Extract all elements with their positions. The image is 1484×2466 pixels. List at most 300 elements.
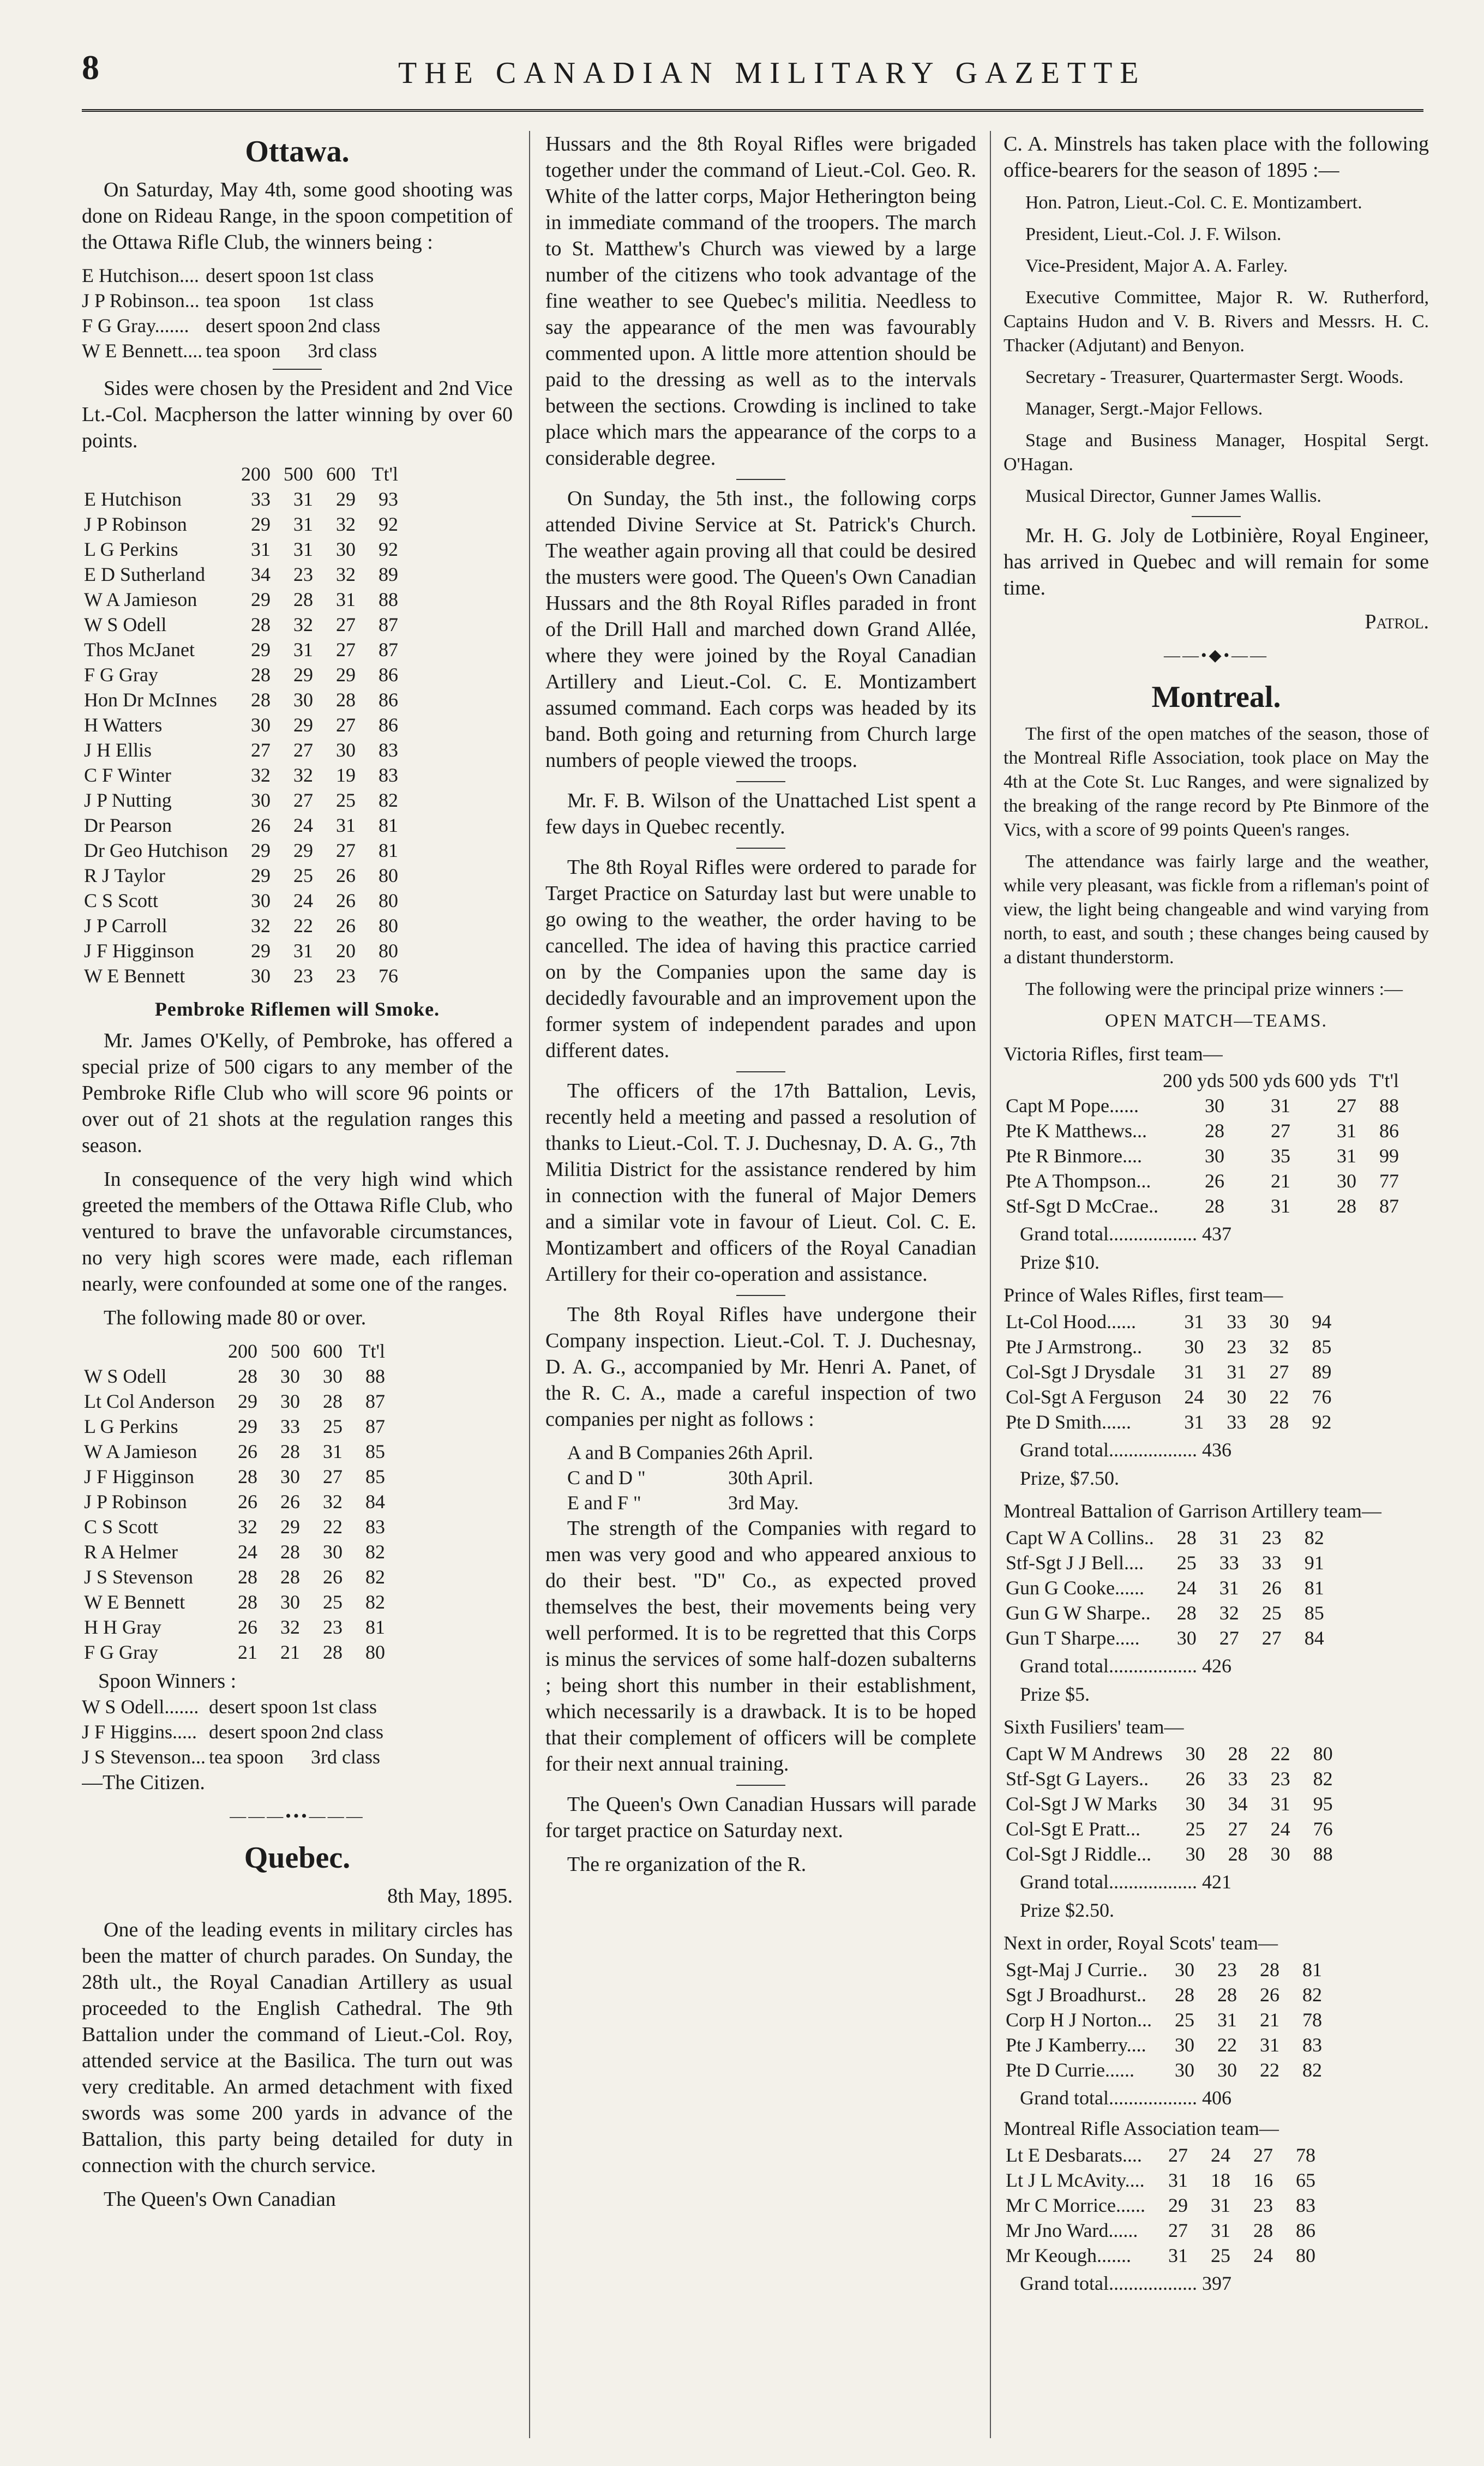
value-cell: 30 — [250, 714, 271, 736]
value-cell: 28 — [323, 1390, 343, 1412]
value-cell: 31 — [1184, 1411, 1204, 1433]
winner-row — [82, 1719, 387, 1744]
value-cell: 31 — [1271, 1195, 1290, 1217]
value-cell: 29 — [238, 1415, 257, 1437]
score-row — [82, 1564, 387, 1589]
name-cell: L G Perkins — [84, 538, 178, 560]
officer-entry: Executive Committee, Major R. W. Rutherford, Captains Hudon and V. B. Rivers and Messrs. H. C. Thacker (Adjutant) and Benyon. — [1004, 287, 1429, 356]
value-cell: 22 — [1270, 1743, 1290, 1765]
team-row — [1004, 1982, 1324, 2007]
value-cell: 29 — [293, 714, 313, 736]
value-cell: 25 — [1210, 2245, 1230, 2266]
minstrel-officers — [1004, 191, 1429, 508]
name-cell: Pte J Armstrong.. — [1006, 1336, 1143, 1358]
name-cell: Col-Sgt A Ferguson — [1006, 1386, 1162, 1408]
score-row — [82, 1640, 387, 1665]
separator — [736, 1295, 785, 1296]
separator — [736, 1071, 785, 1072]
value-cell: 30 — [1185, 1743, 1205, 1765]
value-cell: 27 — [1253, 2144, 1273, 2166]
montreal-p3: The following were the principal prize winners :— — [1025, 979, 1403, 999]
team-row — [1004, 1575, 1326, 1600]
team-row — [1004, 1766, 1335, 1791]
score-row — [82, 863, 400, 888]
value-cell: 31 — [1271, 1095, 1290, 1117]
value-cell: 1st class — [308, 265, 374, 286]
name-cell: W A Jamieson — [84, 1441, 197, 1462]
value-cell: 25 — [1185, 1818, 1205, 1840]
value-cell: 78 — [1295, 2144, 1315, 2166]
page-header — [82, 48, 1423, 109]
value-cell: 27 — [1271, 1120, 1290, 1142]
value-cell: 30 — [1269, 1311, 1289, 1333]
team-row — [1004, 1093, 1401, 1118]
value-cell: 26 — [1261, 1577, 1282, 1599]
value-cell: 29 — [293, 664, 313, 686]
value-cell: 91 — [1304, 1552, 1324, 1574]
value-cell: 27 — [1261, 1627, 1282, 1649]
name-cell: J F Higgins..... — [82, 1721, 197, 1743]
value-cell: 21 — [1260, 2009, 1279, 2031]
name-cell: Stf-Sgt D McCrae.. — [1006, 1195, 1158, 1217]
grand-total: Grand total.................. 426 — [1020, 1655, 1231, 1677]
name-cell: Lt-Col Hood...... — [1006, 1311, 1136, 1333]
team-table-body — [1004, 1957, 1324, 2083]
team-row — [1004, 1193, 1401, 1219]
team-name: Victoria Rifles, first team— — [1004, 1043, 1223, 1065]
winner-row — [82, 313, 383, 338]
team-row — [1004, 1550, 1326, 1575]
ornament-divider: ——•◆•—— — [1163, 646, 1269, 664]
score-row — [82, 913, 400, 938]
value-cell: 31 — [1210, 2194, 1230, 2216]
header-row — [1004, 1068, 1401, 1093]
pembroke-p3: The following made 80 or over. — [104, 1306, 367, 1329]
pembroke-p1: Mr. James O'Kelly, of Pembroke, has offered a special prize of 500 cigars to any member of the Pembroke Rifle Club who will score 96 points or over out of 21 shots at the regulation ranges this season. — [82, 1029, 513, 1157]
value-cell: 28 — [293, 589, 313, 610]
quebec-p7: The 8th Royal Rifles have undergone their Company inspection. Lieut.-Col. T. J. Duchesnay, D. A. G., accompanied by Mr. Henri A. Panet, of the R. C. A., made a careful inspection of two companies per night as follows : — [545, 1303, 976, 1431]
team-row — [1004, 2143, 1318, 2168]
value-cell: 34 — [1228, 1793, 1248, 1815]
value-cell: 77 — [1379, 1170, 1399, 1192]
value-cell: 33 — [280, 1415, 300, 1437]
name-cell: Capt W A Collins.. — [1006, 1527, 1154, 1549]
score-row — [82, 737, 400, 763]
value-cell: 28 — [1228, 1743, 1248, 1765]
team-table — [1004, 1957, 1324, 2083]
value-cell: 31 — [1219, 1527, 1239, 1549]
team-name: Montreal Rifle Association team— — [1004, 2117, 1279, 2139]
name-cell: R A Helmer — [84, 1541, 178, 1563]
value-cell: 27 — [323, 1466, 343, 1487]
prize: Prize $10. — [1020, 1251, 1100, 1273]
value-cell: 31 — [1227, 1361, 1247, 1383]
value-cell: 26 — [250, 814, 271, 836]
name-cell: J F Higginson — [84, 940, 195, 962]
value-cell: desert spoon — [209, 1696, 308, 1718]
value-cell: 30 — [323, 1365, 343, 1387]
name-cell: Lt E Desbarats.... — [1006, 2144, 1142, 2166]
value-cell: desert spoon — [206, 265, 305, 286]
value-cell: 87 — [378, 614, 398, 635]
name-cell: E and F " — [567, 1492, 641, 1514]
value-cell: 30th April. — [728, 1467, 813, 1489]
column-header: 500 — [283, 463, 313, 485]
team-row — [1004, 1816, 1335, 1841]
column-header: 600 — [326, 463, 356, 485]
name-cell: J P Nutting — [84, 789, 172, 811]
value-cell: 27 — [250, 739, 271, 761]
ottawa-sides: Sides were chosen by the President and 2nd Vice Lt.-Col. Macpherson the latter winning by over 60 points. — [82, 377, 513, 452]
team-row — [1004, 1791, 1335, 1816]
separator — [736, 479, 785, 480]
value-cell: 65 — [1295, 2169, 1315, 2191]
value-cell: tea spoon — [206, 340, 281, 362]
team-name: Next in order, Royal Scots' team— — [1004, 1932, 1278, 1954]
value-cell: 99 — [1379, 1145, 1399, 1167]
team-name: Montreal Battalion of Garrison Artillery team— — [1004, 1500, 1381, 1522]
value-cell: 81 — [378, 814, 398, 836]
value-cell: 32 — [280, 1616, 300, 1638]
value-cell: 27 — [335, 614, 356, 635]
score-row — [82, 763, 400, 788]
value-cell: 31 — [1219, 1577, 1239, 1599]
value-cell: 21 — [1271, 1170, 1290, 1192]
value-cell: 27 — [1337, 1095, 1357, 1117]
name-cell: W E Bennett — [84, 1591, 185, 1613]
team-table — [1004, 2143, 1318, 2268]
value-cell: 26 — [1260, 1984, 1279, 2006]
value-cell: 92 — [378, 513, 398, 535]
value-cell: 28 — [1253, 2219, 1273, 2241]
citizen-source: —The Citizen. — [82, 1771, 205, 1794]
value-cell: 34 — [250, 563, 271, 585]
value-cell: 80 — [378, 915, 398, 937]
value-cell: 27 — [1168, 2219, 1188, 2241]
value-cell: 30 — [1204, 1095, 1224, 1117]
name-cell: Pte D Currie...... — [1006, 2059, 1134, 2081]
value-cell: 95 — [1313, 1793, 1333, 1815]
winner-row — [82, 1744, 387, 1769]
value-cell: 92 — [1312, 1411, 1332, 1433]
value-cell: 27 — [293, 739, 313, 761]
value-cell: 86 — [378, 714, 398, 736]
column-1 — [82, 131, 513, 2220]
value-cell: 88 — [365, 1365, 385, 1387]
value-cell: 30 — [1175, 1959, 1194, 1981]
officer-entry: President, Lieut.-Col. J. F. Wilson. — [1025, 224, 1282, 244]
value-cell: 32 — [323, 1491, 343, 1513]
prize: Prize, $7.50. — [1020, 1467, 1119, 1489]
value-cell: 80 — [378, 865, 398, 886]
column-header: Tt'l — [371, 463, 398, 485]
value-cell: 30 — [1176, 1627, 1197, 1649]
team-name: Sixth Fusiliers' team— — [1004, 1716, 1184, 1738]
value-cell: 29 — [250, 639, 271, 661]
value-cell: 30 — [1337, 1170, 1357, 1192]
value-cell: 27 — [1219, 1627, 1239, 1649]
score-row — [82, 587, 400, 612]
value-cell: 26 — [238, 1441, 257, 1462]
value-cell: 32 — [250, 915, 271, 937]
value-cell: 85 — [365, 1441, 385, 1462]
value-cell: 29 — [293, 839, 313, 861]
value-cell: 30 — [280, 1365, 300, 1387]
value-cell: 31 — [293, 513, 313, 535]
team-table-body — [1004, 1741, 1335, 1867]
team-name: Prince of Wales Rifles, first team— — [1004, 1284, 1283, 1306]
name-cell: Gun G Cooke...... — [1006, 1577, 1144, 1599]
value-cell: 26 — [238, 1491, 257, 1513]
value-cell: 25 — [293, 865, 313, 886]
value-cell: 32 — [335, 563, 356, 585]
team-row — [1004, 2218, 1318, 2243]
value-cell: 28 — [238, 1466, 257, 1487]
value-cell: 35 — [1271, 1145, 1290, 1167]
name-cell: Mr Keough....... — [1006, 2245, 1131, 2266]
team-row — [1004, 2193, 1318, 2218]
value-cell: 27 — [335, 839, 356, 861]
inspection-row — [567, 1465, 816, 1490]
value-cell: 87 — [365, 1390, 385, 1412]
prize: Prize $5. — [1020, 1683, 1090, 1705]
name-cell: Capt M Pope...... — [1006, 1095, 1139, 1117]
team-row — [1004, 2168, 1318, 2193]
ottawa-heading: Ottawa. — [245, 135, 350, 169]
value-cell: 29 — [1168, 2194, 1188, 2216]
value-cell: 86 — [378, 689, 398, 711]
value-cell: 81 — [1302, 1959, 1322, 1981]
value-cell: 22 — [1217, 2034, 1237, 2056]
value-cell: 33 — [1227, 1311, 1247, 1333]
column-header: 200 — [228, 1340, 257, 1362]
value-cell: 82 — [1313, 1768, 1333, 1790]
value-cell: 76 — [378, 965, 398, 987]
value-cell: 31 — [335, 589, 356, 610]
value-cell: 31 — [1210, 2219, 1230, 2241]
separator — [736, 848, 785, 849]
value-cell: 82 — [378, 789, 398, 811]
score-row — [82, 1589, 387, 1615]
name-cell: Stf-Sgt J J Bell.... — [1006, 1552, 1144, 1574]
column-header: 200 yds — [1162, 1070, 1224, 1091]
value-cell: 27 — [335, 639, 356, 661]
value-cell: 33 — [250, 488, 271, 510]
value-cell: 83 — [1302, 2034, 1322, 2056]
pembroke-heading: Pembroke Riflemen will Smoke. — [154, 998, 440, 1020]
name-cell: E Hutchison.... — [82, 265, 199, 286]
value-cell: 33 — [1261, 1552, 1282, 1574]
value-cell: 28 — [280, 1566, 300, 1588]
team-row — [1004, 1143, 1401, 1168]
team-row — [1004, 2057, 1324, 2083]
score-row — [82, 1389, 387, 1414]
value-cell: desert spoon — [209, 1721, 308, 1743]
value-cell: 30 — [1175, 2034, 1194, 2056]
name-cell: C and D " — [567, 1467, 646, 1489]
value-cell: 30 — [280, 1390, 300, 1412]
value-cell: 30 — [250, 890, 271, 911]
value-cell: 31 — [1184, 1311, 1204, 1333]
value-cell: 20 — [335, 940, 356, 962]
team-row — [1004, 1957, 1324, 1982]
officer-entry: Musical Director, Gunner James Wallis. — [1025, 486, 1321, 506]
team-table-body — [1004, 1525, 1326, 1651]
value-cell: 30 — [323, 1541, 343, 1563]
value-cell: 26 — [238, 1616, 257, 1638]
spoon-winners-title: Spoon Winners : — [98, 1670, 237, 1693]
name-cell: Mr Jno Ward...... — [1006, 2219, 1138, 2241]
name-cell: H Watters — [84, 714, 163, 736]
value-cell: 28 — [250, 664, 271, 686]
inspection-schedule — [567, 1440, 816, 1515]
name-cell: Corp H J Norton... — [1006, 2009, 1152, 2031]
quebec-date: 8th May, 1895. — [387, 1885, 513, 1907]
team-table — [1004, 1309, 1333, 1435]
value-cell: 28 — [1337, 1195, 1357, 1217]
value-cell: 32 — [1219, 1602, 1239, 1624]
score-row — [82, 637, 400, 662]
column-2 — [545, 131, 976, 1885]
name-cell: W S Odell....... — [82, 1696, 199, 1718]
value-cell: 29 — [238, 1390, 257, 1412]
value-cell: 28 — [1228, 1843, 1248, 1865]
value-cell: 24 — [1176, 1577, 1197, 1599]
name-cell: F G Gray — [84, 664, 158, 686]
column-header — [82, 1339, 217, 1364]
pembroke-p2: In consequence of the very high wind which greeted the members of the Ottawa Rifle Club, who ventured to brave the unfavorable circumstances, no very high scores were made, each rifleman nearly, were confounded at some one of the ranges. — [82, 1168, 513, 1295]
match-title: OPEN MATCH—TEAMS. — [1104, 1011, 1328, 1031]
team-row — [1004, 1741, 1335, 1766]
value-cell: 25 — [1261, 1602, 1282, 1624]
value-cell: 22 — [293, 915, 313, 937]
team-results — [1004, 1041, 1429, 2296]
team-table — [1004, 1068, 1401, 1219]
value-cell: 29 — [335, 664, 356, 686]
value-cell: 26 — [1204, 1170, 1224, 1192]
inspection-row — [567, 1490, 816, 1515]
value-cell: 3rd class — [311, 1746, 380, 1768]
column-header: 200 — [241, 463, 271, 485]
montreal-p2: The attendance was fairly large and the weather, while very pleasant, was fickle from a rifleman's point of view, the light being changeable and wind varying from north, to east, and south ; these changes being caused by a distant thunderstorm. — [1004, 851, 1429, 968]
name-cell: J P Carroll — [84, 915, 167, 937]
value-cell: 29 — [335, 488, 356, 510]
value-cell: 22 — [1260, 2059, 1279, 2081]
score-row — [82, 1615, 387, 1640]
team-row — [1004, 1309, 1333, 1334]
column-header — [1004, 1068, 1161, 1093]
value-cell: 88 — [1379, 1095, 1399, 1117]
name-cell: Capt W M Andrews — [1006, 1743, 1163, 1765]
name-cell: Col-Sgt J Drysdale — [1006, 1361, 1155, 1383]
value-cell: 31 — [1270, 1793, 1290, 1815]
value-cell: 88 — [378, 589, 398, 610]
value-cell: 25 — [1176, 1552, 1197, 1574]
value-cell: 24 — [1210, 2144, 1230, 2166]
name-cell: Sgt J Broadhurst.. — [1006, 1984, 1147, 2006]
value-cell: 32 — [293, 614, 313, 635]
officer-entry: Stage and Business Manager, Hospital Sergt. O'Hagan. — [1004, 430, 1429, 475]
ottawa-intro: On Saturday, May 4th, some good shooting was done on Rideau Range, in the spoon competition of the Ottawa Rifle Club, the winners being : — [82, 178, 513, 254]
value-cell: 23 — [335, 965, 356, 987]
value-cell: 81 — [365, 1616, 385, 1638]
name-cell: W S Odell — [84, 614, 167, 635]
score-row — [82, 938, 400, 963]
value-cell: 23 — [293, 563, 313, 585]
quebec-p6: The officers of the 17th Battalion, Levis, recently held a meeting and passed a resolution of thanks to Lieut.-Col. T. J. Duchesnay, D. A. G., 7th Militia District for the assistance rendered by him in connection with the funeral of Major Demers and a similar vote in favour of Lieut. Col. C. E. Montizambert and officers of the Royal Canadian Artillery for their co-operation and assistance. — [545, 1079, 976, 1286]
value-cell: 1st class — [308, 290, 374, 311]
grand-total: Grand total.................. 437 — [1020, 1223, 1231, 1245]
value-cell: 30 — [280, 1591, 300, 1613]
value-cell: 81 — [1304, 1577, 1324, 1599]
value-cell: tea spoon — [206, 290, 281, 311]
value-cell: 85 — [1304, 1602, 1324, 1624]
value-cell: 24 — [1253, 2245, 1273, 2266]
name-cell: Gun T Sharpe..... — [1006, 1627, 1140, 1649]
team-row — [1004, 2243, 1318, 2268]
value-cell: 27 — [293, 789, 313, 811]
ornament-divider: ———•••——— — [230, 1807, 365, 1825]
value-cell: 31 — [1337, 1120, 1357, 1142]
quebec-p1: One of the leading events in military circles has been the matter of church parades. On Sunday, the 28th ult., the Royal Canadian Artillery as usual proceeded to the English Cathedral. The 9th Battalion under the command of Lieut.-Col. Roy, attended service at the Basilica. The turn out was very creditable. An armed detachment with fixed swords was some 200 yards in advance of the Battalion, this party being detailed for duty in connection with the church service. — [82, 1918, 513, 2177]
value-cell: 25 — [323, 1591, 343, 1613]
value-cell: 2nd class — [311, 1721, 383, 1743]
grand-total: Grand total.................. 406 — [1020, 2087, 1231, 2109]
value-cell: 28 — [280, 1541, 300, 1563]
team-table — [1004, 1741, 1335, 1867]
name-cell: F G Gray — [84, 1641, 158, 1663]
value-cell: 2nd class — [308, 315, 381, 337]
value-cell: 30 — [1184, 1336, 1204, 1358]
score-row — [82, 1489, 387, 1514]
value-cell: 25 — [335, 789, 356, 811]
value-cell: 23 — [1217, 1959, 1237, 1981]
value-cell: 76 — [1312, 1386, 1332, 1408]
name-cell: J P Robinson — [84, 1491, 187, 1513]
score-row — [82, 788, 400, 813]
pembroke-spoon-winners — [82, 1694, 387, 1769]
grand-total: Grand total.................. 421 — [1020, 1871, 1231, 1893]
name-cell: J F Higginson — [84, 1466, 195, 1487]
value-cell: 80 — [1313, 1743, 1333, 1765]
name-cell: Sgt-Maj J Currie.. — [1006, 1959, 1147, 1981]
value-cell: 24 — [238, 1541, 257, 1563]
value-cell: 81 — [378, 839, 398, 861]
name-cell: W E Bennett — [84, 965, 185, 987]
value-cell: 31 — [250, 538, 271, 560]
score-row — [82, 1514, 387, 1539]
team-table-body — [1004, 1309, 1333, 1435]
value-cell: 30 — [1217, 2059, 1237, 2081]
value-cell: 30 — [1270, 1843, 1290, 1865]
value-cell: 87 — [1379, 1195, 1399, 1217]
name-cell: R J Taylor — [84, 865, 165, 886]
value-cell: 82 — [1302, 1984, 1322, 2006]
value-cell: 3rd May. — [728, 1492, 799, 1514]
score-row — [82, 537, 400, 562]
value-cell: 28 — [323, 1641, 343, 1663]
value-cell: 24 — [293, 890, 313, 911]
name-cell: F G Gray....... — [82, 315, 189, 337]
value-cell: 30 — [1185, 1843, 1205, 1865]
quebec-p3: On Sunday, the 5th inst., the following corps attended Divine Service at St. Patrick's Church. The weather again proving all that could be desired the musters were good. The Queen's Own Canadian Hussars and the 8th Royal Rifles paraded in front of the Drill Hall and marched down Grand Allée, where they were joined by the Royal Canadian Artillery and Lieut.-Col. C. E. Montizambert assumed command. Each corps was headed by its band. Both going and returning from Church large numbers of people viewed the troops. — [545, 487, 976, 772]
value-cell: 30 — [250, 965, 271, 987]
name-cell: J H Ellis — [84, 739, 152, 761]
value-cell: 28 — [1217, 1984, 1237, 2006]
value-cell: 29 — [250, 865, 271, 886]
value-cell: 27 — [1228, 1818, 1248, 1840]
value-cell: tea spoon — [209, 1746, 284, 1768]
